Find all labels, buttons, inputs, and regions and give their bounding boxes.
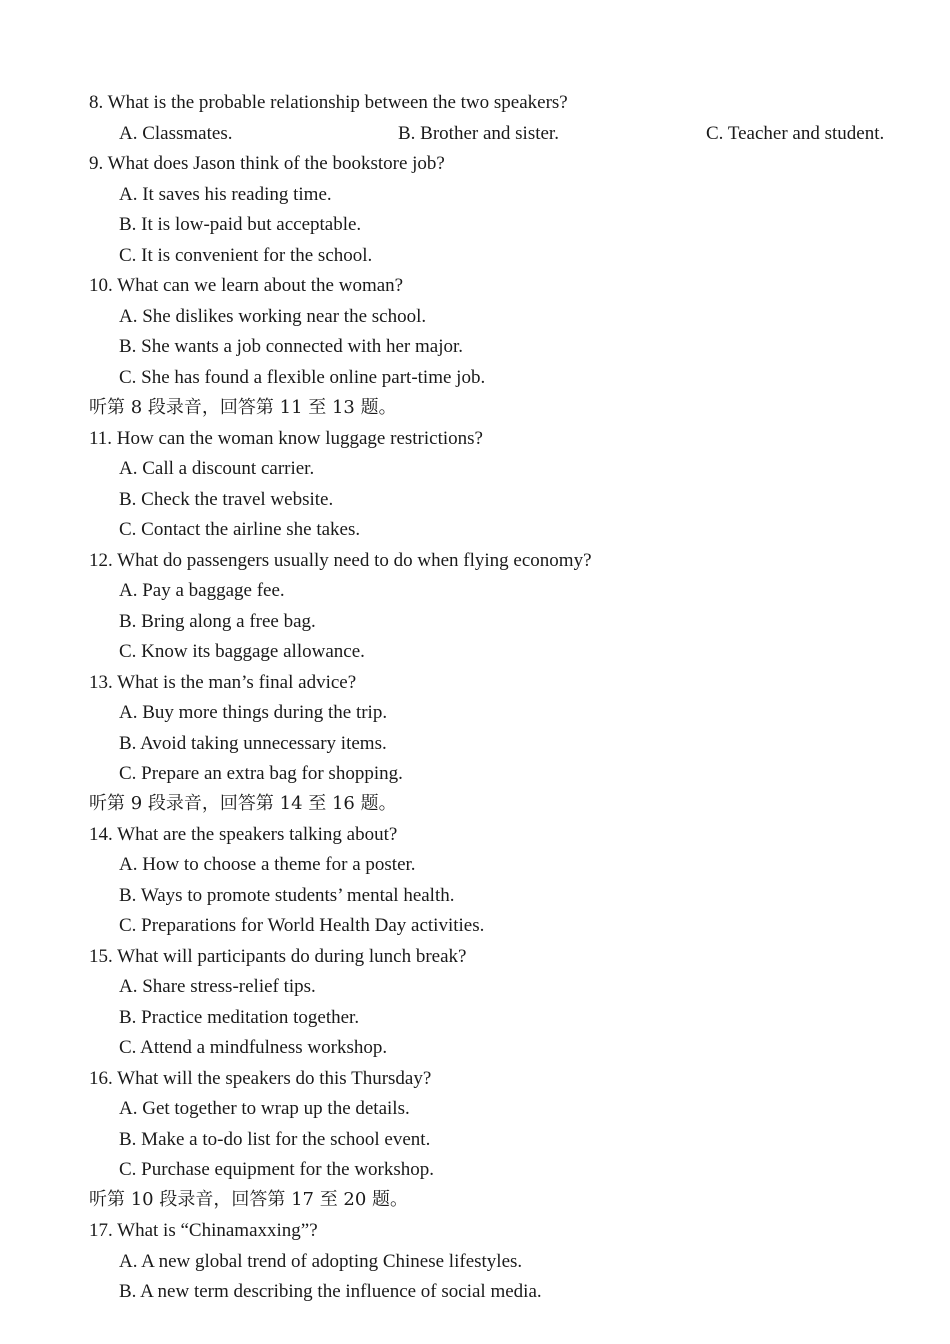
option-8a: A. Classmates.	[119, 123, 233, 144]
option-16a: A. Get together to wrap up the details.	[119, 1098, 410, 1119]
question-17: 17. What is “Chinamaxxing”?	[89, 1220, 318, 1241]
option-10b: B. She wants a job connected with her major.	[119, 336, 464, 357]
option-12b: B. Bring along a free bag.	[119, 611, 316, 632]
option-16c: C. Purchase equipment for the workshop.	[119, 1159, 435, 1180]
question-16: 16. What will the speakers do this Thursday?	[89, 1068, 432, 1089]
option-16b: B. Make a to-do list for the school event.	[119, 1129, 431, 1150]
option-9b: B. It is low-paid but acceptable.	[119, 214, 362, 235]
section-heading-10: 听第 10 段录音，回答第 17 至 20 题。	[89, 1189, 409, 1210]
option-17a: A. A new global trend of adopting Chinese lifestyles.	[119, 1251, 523, 1272]
option-10c: C. She has found a flexible online part-time job.	[119, 367, 486, 388]
question-11: 11. How can the woman know luggage restrictions?	[89, 428, 483, 449]
option-15a: A. Share stress-relief tips.	[119, 976, 316, 997]
option-11c: C. Contact the airline she takes.	[119, 519, 361, 540]
option-9a: A. It saves his reading time.	[119, 184, 332, 205]
question-9: 9. What does Jason think of the bookstore job?	[89, 153, 445, 174]
question-8: 8. What is the probable relationship between the two speakers?	[89, 92, 568, 113]
question-14: 14. What are the speakers talking about?	[89, 824, 398, 845]
question-10: 10. What can we learn about the woman?	[89, 275, 404, 296]
option-8c: C. Teacher and student.	[706, 123, 885, 144]
option-9c: C. It is convenient for the school.	[119, 245, 373, 266]
option-13a: A. Buy more things during the trip.	[119, 702, 388, 723]
option-17b: B. A new term describing the influence of social media.	[119, 1281, 542, 1302]
option-11a: A. Call a discount carrier.	[119, 458, 315, 479]
option-12c: C. Know its baggage allowance.	[119, 641, 365, 662]
option-12a: A. Pay a baggage fee.	[119, 580, 285, 601]
question-15: 15. What will participants do during lunch break?	[89, 946, 467, 967]
option-14a: A. How to choose a theme for a poster.	[119, 854, 416, 875]
option-14b: B. Ways to promote students’ mental health.	[119, 885, 455, 906]
option-11b: B. Check the travel website.	[119, 489, 334, 510]
question-12: 12. What do passengers usually need to do when flying economy?	[89, 550, 592, 571]
option-10a: A. She dislikes working near the school.	[119, 306, 427, 327]
option-14c: C. Preparations for World Health Day activities.	[119, 915, 485, 936]
question-13: 13. What is the man’s final advice?	[89, 672, 357, 693]
option-13c: C. Prepare an extra bag for shopping.	[119, 763, 403, 784]
option-8b: B. Brother and sister.	[398, 123, 559, 144]
option-15c: C. Attend a mindfulness workshop.	[119, 1037, 388, 1058]
section-heading-8: 听第 8 段录音，回答第 11 至 13 题。	[89, 397, 397, 418]
option-13b: B. Avoid taking unnecessary items.	[119, 733, 387, 754]
option-15b: B. Practice meditation together.	[119, 1007, 360, 1028]
section-heading-9: 听第 9 段录音，回答第 14 至 16 题。	[89, 793, 397, 814]
